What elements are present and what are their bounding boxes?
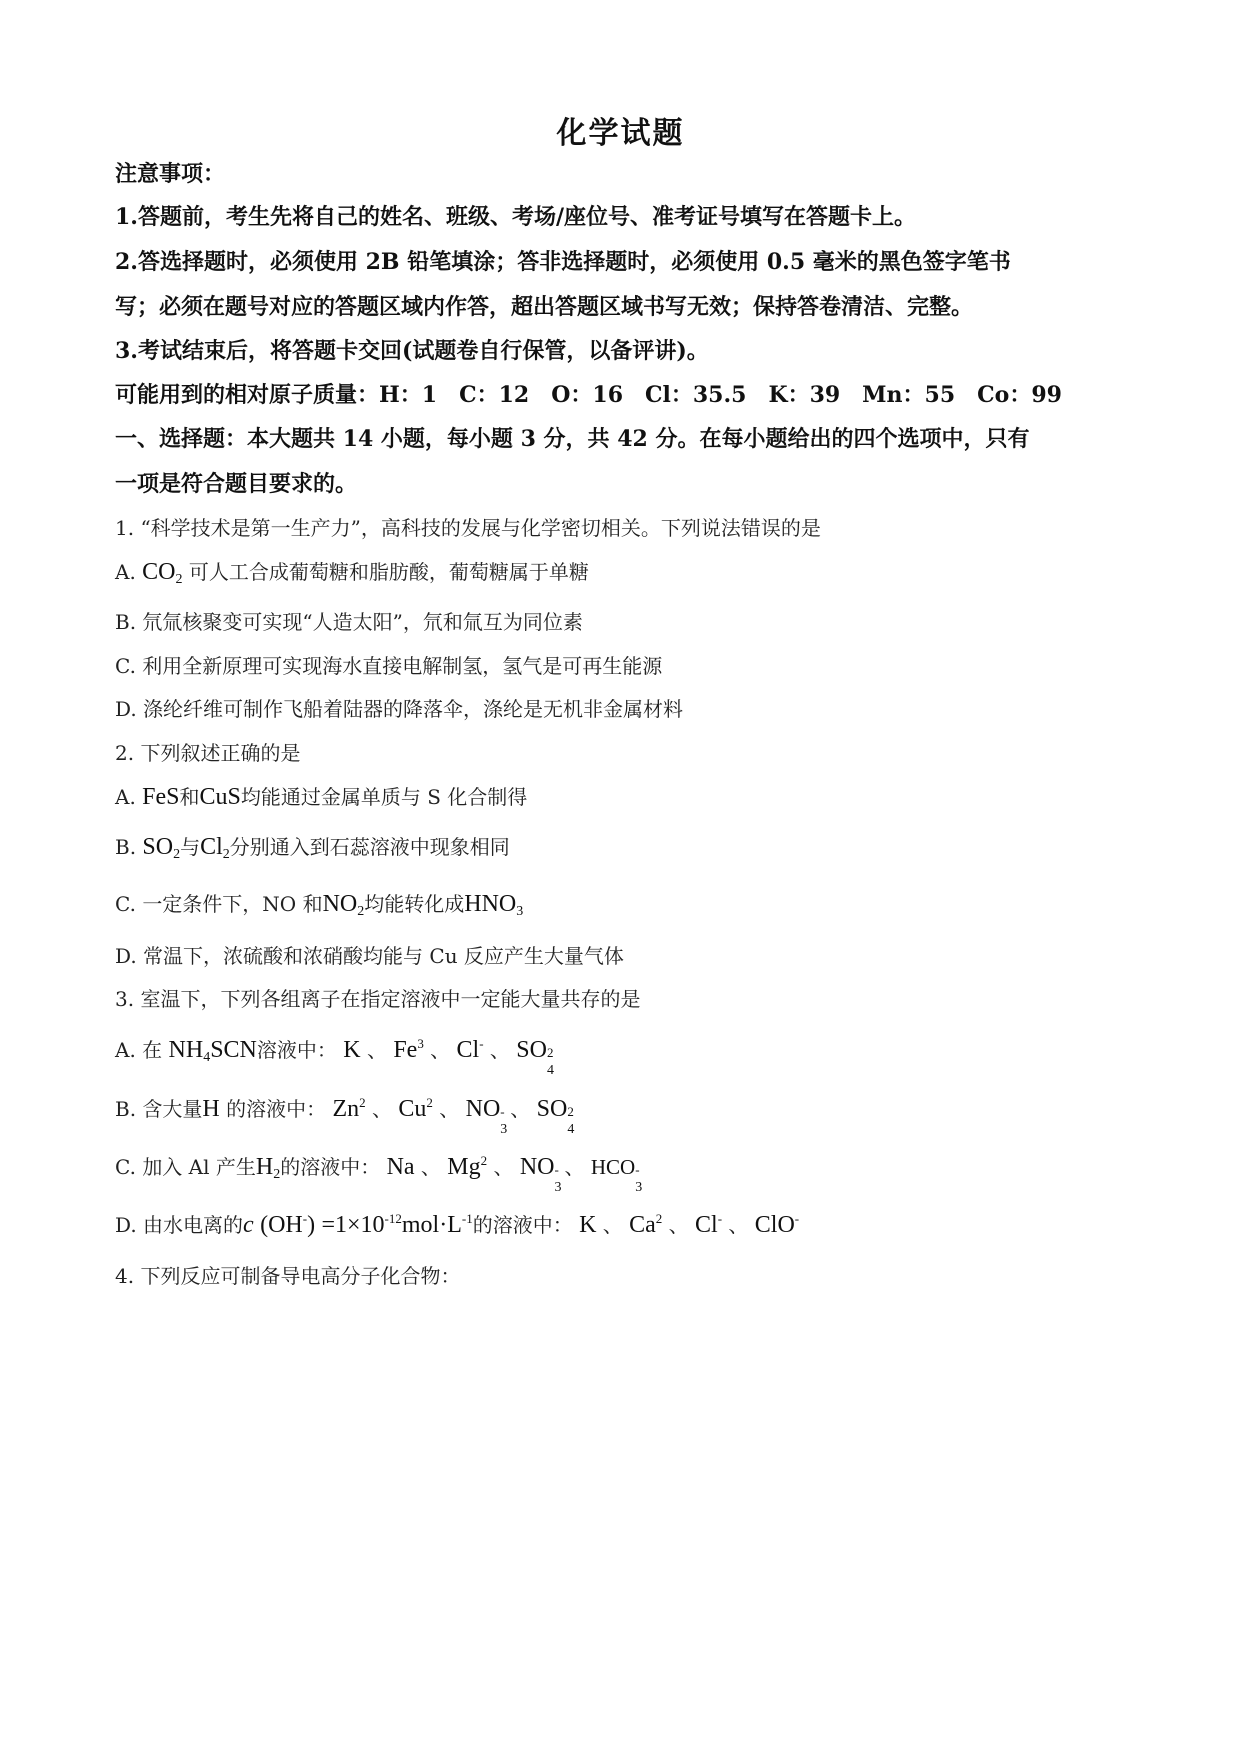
separator: 、 bbox=[366, 1038, 387, 1062]
section-heading-2: 一项是符合题目要求的。 bbox=[115, 471, 358, 497]
ion: K bbox=[579, 1212, 597, 1238]
question-1-option-d: D. 涤纶纤维可制作飞船着陆器的降落伞，涤纶是无机非金属材料 bbox=[115, 697, 684, 721]
subscript: 2 bbox=[175, 572, 183, 587]
ion bbox=[590, 1155, 645, 1195]
formula: H bbox=[202, 1096, 220, 1122]
formula-text: H bbox=[255, 1154, 274, 1180]
ion-text: NO bbox=[465, 1096, 501, 1122]
ion-text: Cu bbox=[398, 1096, 427, 1122]
notice-heading: 注意事项： bbox=[115, 161, 226, 187]
separator: 、 bbox=[668, 1213, 689, 1237]
separator: 、 bbox=[430, 1038, 451, 1062]
ion-text: Cl bbox=[695, 1212, 718, 1238]
question-3-option-c bbox=[115, 1151, 645, 1195]
option-text: 与 bbox=[180, 835, 201, 859]
formula-text: NO bbox=[322, 891, 358, 917]
formula bbox=[464, 891, 523, 917]
ion-text: SO bbox=[536, 1096, 568, 1122]
option-text: 加入 Al 产生 bbox=[142, 1155, 256, 1179]
formula bbox=[142, 559, 182, 585]
option-label: B. bbox=[115, 835, 137, 859]
formula bbox=[321, 1212, 472, 1238]
question-2-option-d: D. 常温下，浓硫酸和浓硝酸均能与 Cu 反应产生大量气体 bbox=[115, 944, 624, 968]
subscript: 3 bbox=[554, 1180, 562, 1195]
question-3-option-b bbox=[115, 1093, 577, 1137]
option-label: B. bbox=[115, 1097, 137, 1121]
ion bbox=[755, 1212, 799, 1238]
ion bbox=[516, 1037, 557, 1078]
separator: 、 bbox=[489, 1038, 510, 1062]
formula-text: OH bbox=[268, 1212, 303, 1238]
superscript: 2 bbox=[567, 1104, 574, 1119]
ion-text: HCO bbox=[590, 1155, 636, 1179]
option-text: 含大量 bbox=[142, 1097, 203, 1121]
section-heading-1: 一、选择题：本大题共 14 小题，每小题 3 分，共 42 分。在每小题给出的四个选项中，只有 bbox=[115, 426, 1030, 452]
subscript: 2 bbox=[273, 1167, 281, 1182]
question-2-option-c bbox=[115, 888, 523, 920]
option-label: C. bbox=[115, 1155, 136, 1179]
option-label: D. bbox=[115, 1213, 137, 1237]
separator: 、 bbox=[420, 1155, 441, 1179]
formula: (OH-) bbox=[260, 1211, 316, 1238]
ion-text: SO bbox=[516, 1037, 547, 1063]
superscript: - bbox=[479, 1036, 484, 1051]
formula-text: HNO bbox=[464, 891, 517, 917]
ion bbox=[393, 1037, 424, 1063]
superscript: - bbox=[717, 1211, 723, 1226]
superscript: - bbox=[554, 1162, 559, 1177]
question-2-option-a bbox=[115, 781, 527, 811]
superscript: 2 bbox=[426, 1095, 433, 1110]
ion-text: Mg bbox=[447, 1154, 481, 1180]
ion bbox=[629, 1212, 662, 1238]
option-label: A. bbox=[115, 1038, 136, 1062]
subscript: 2 bbox=[173, 847, 181, 862]
formula-text: NH bbox=[168, 1037, 204, 1063]
formula-text: SO bbox=[142, 834, 174, 860]
question-2-stem: 2. 下列叙述正确的是 bbox=[115, 741, 301, 765]
ion bbox=[398, 1096, 433, 1122]
formula-text: CO bbox=[142, 559, 176, 585]
ion bbox=[457, 1037, 484, 1063]
separator: 、 bbox=[372, 1097, 393, 1121]
formula: CuS bbox=[199, 784, 241, 810]
ion-text: Fe bbox=[393, 1037, 418, 1063]
formula: FeS bbox=[142, 784, 180, 810]
subscript: 4 bbox=[567, 1122, 575, 1137]
option-text: 溶液中： bbox=[256, 1038, 337, 1062]
notice-item-3: 3.考试结束后，将答题卡交回(试题卷自行保管，以备评讲)。 bbox=[115, 338, 709, 364]
separator: 、 bbox=[439, 1097, 460, 1121]
ion bbox=[465, 1096, 511, 1137]
formula bbox=[256, 1154, 280, 1180]
option-text: 和 bbox=[179, 785, 200, 809]
page-title: 化学试题 bbox=[556, 116, 685, 151]
superscript: 2 bbox=[655, 1211, 663, 1226]
question-3-option-a bbox=[115, 1034, 557, 1078]
question-1-option-b: B. 氘氚核聚变可实现“人造太阳”，氘和氚互为同位素 bbox=[115, 610, 583, 634]
option-text: 的溶液中： bbox=[472, 1213, 573, 1237]
separator: 、 bbox=[602, 1213, 623, 1237]
question-4-stem: 4. 下列反应可制备导电高分子化合物： bbox=[115, 1264, 461, 1288]
option-text: 可人工合成葡萄糖和脂肪酸，葡萄糖属于单糖 bbox=[188, 560, 589, 584]
superscript: - bbox=[635, 1162, 640, 1177]
formula bbox=[323, 891, 365, 917]
option-label: A. bbox=[115, 785, 136, 809]
subscript: 3 bbox=[635, 1180, 643, 1195]
option-text: 的溶液中： bbox=[226, 1097, 327, 1121]
ion: Na bbox=[386, 1154, 415, 1180]
notice-item-2a: 2.答选择题时，必须使用 2B 铅笔填涂；答非选择题时，必须使用 0.5 毫米的黑色签字笔书 bbox=[115, 249, 1011, 275]
option-label: C. bbox=[115, 892, 136, 916]
option-text: 均能通过金属单质与 S 化合制得 bbox=[240, 785, 528, 809]
option-text: 由水电离的 bbox=[143, 1213, 244, 1237]
separator: 、 bbox=[728, 1213, 749, 1237]
subscript: 4 bbox=[546, 1063, 554, 1078]
superscript: - bbox=[500, 1104, 505, 1119]
superscript: - bbox=[794, 1211, 800, 1226]
ion bbox=[536, 1096, 578, 1137]
formula-text: mol·L bbox=[401, 1212, 462, 1238]
question-3-option-d bbox=[115, 1209, 799, 1239]
formula bbox=[169, 1037, 257, 1063]
ion bbox=[695, 1212, 722, 1238]
superscript: -1 bbox=[461, 1211, 473, 1226]
ion-text: ClO bbox=[754, 1212, 795, 1238]
atomic-mass-line: 可能用到的相对原子质量：H：1 C：12 O：16 Cl：35.5 K：39 Mn：55 Co：99 bbox=[115, 382, 1062, 408]
option-text: 分别通入到石蕊溶液中现象相同 bbox=[229, 835, 510, 859]
formula bbox=[200, 834, 230, 860]
formula-text: =1×10 bbox=[321, 1212, 385, 1238]
subscript: 2 bbox=[357, 904, 365, 919]
question-1-option-a bbox=[115, 556, 589, 588]
superscript: 2 bbox=[480, 1153, 488, 1168]
option-text: 的溶液中： bbox=[280, 1155, 381, 1179]
superscript: 2 bbox=[546, 1045, 554, 1060]
subscript: 3 bbox=[500, 1122, 508, 1137]
option-label: A. bbox=[115, 560, 136, 584]
option-text: 一定条件下，NO 和 bbox=[142, 892, 323, 916]
ion: K bbox=[343, 1037, 361, 1063]
question-2-option-b bbox=[115, 831, 510, 863]
separator: 、 bbox=[564, 1155, 585, 1179]
formula bbox=[142, 834, 180, 860]
subscript: 2 bbox=[222, 847, 230, 862]
ion-text: Zn bbox=[332, 1096, 360, 1122]
ion-text: Ca bbox=[629, 1212, 656, 1238]
ion bbox=[332, 1096, 365, 1122]
question-3-stem: 3. 室温下，下列各组离子在指定溶液中一定能大量共存的是 bbox=[115, 987, 641, 1011]
option-text: 均能转化成 bbox=[364, 892, 465, 916]
formula: c bbox=[243, 1212, 254, 1238]
question-1-stem: 1. “科学技术是第一生产力”，高科技的发展与化学密切相关。下列说法错误的是 bbox=[115, 516, 821, 540]
subscript: 3 bbox=[516, 904, 524, 919]
formula-text: SCN bbox=[210, 1037, 257, 1063]
superscript: - bbox=[302, 1211, 308, 1226]
option-text: 在 bbox=[142, 1038, 163, 1062]
superscript: 3 bbox=[417, 1036, 424, 1051]
superscript: -12 bbox=[384, 1211, 402, 1226]
separator: 、 bbox=[493, 1155, 514, 1179]
ion bbox=[447, 1154, 487, 1180]
separator: 、 bbox=[510, 1097, 531, 1121]
question-1-option-c: C. 利用全新原理可实现海水直接电解制氢，氢气是可再生能源 bbox=[115, 654, 663, 678]
subscript: 4 bbox=[203, 1050, 211, 1065]
ion bbox=[519, 1154, 565, 1195]
superscript: 2 bbox=[359, 1095, 366, 1110]
ion-text: Cl bbox=[456, 1037, 480, 1063]
formula-text: Cl bbox=[200, 834, 223, 860]
notice-item-1: 1.答题前，考生先将自己的姓名、班级、考场/座位号、准考证号填写在答题卡上。 bbox=[115, 204, 917, 230]
ion-text: NO bbox=[519, 1154, 555, 1180]
notice-item-2b: 写；必须在题号对应的答题区域内作答，超出答题区域书写无效；保持答卷清洁、完整。 bbox=[115, 294, 974, 320]
